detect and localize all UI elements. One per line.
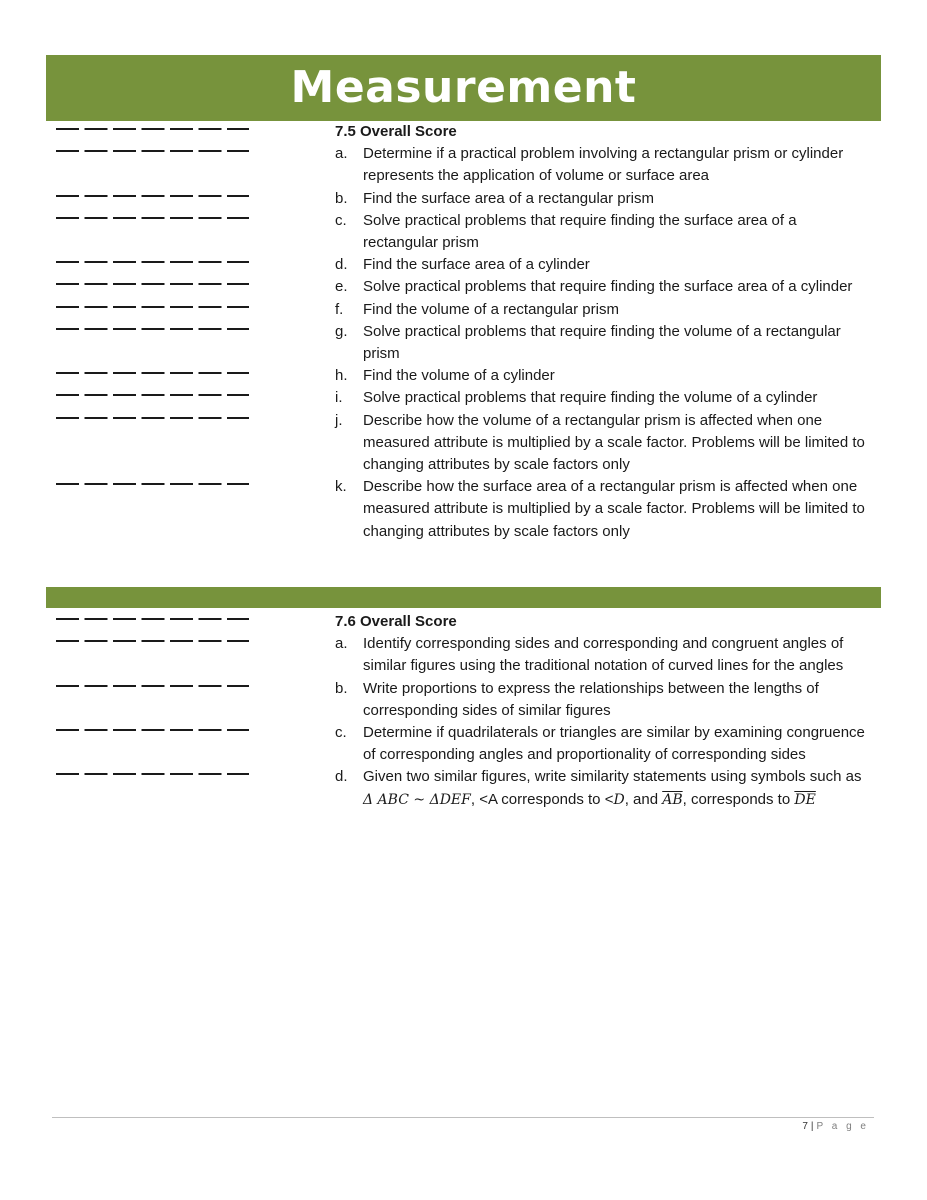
score-blank[interactable]: [56, 483, 249, 492]
score-blank[interactable]: [56, 128, 249, 137]
item-text-mid: , and: [624, 790, 663, 808]
list-item: [0, 410, 927, 477]
page-title-banner: Measurement: [46, 55, 881, 121]
footer-separator: |: [810, 1121, 814, 1132]
item-letter: h.: [335, 367, 348, 385]
item-text-start: Given two similar figures, write similarity statements using symbols such as: [363, 768, 862, 786]
list-item: [0, 188, 927, 210]
list-item: [0, 365, 927, 387]
math-segment-de: $\overline{DE}$: [794, 791, 816, 808]
list-item: [0, 276, 927, 298]
item-letter: b.: [335, 189, 348, 207]
math-triangle-def: ΔDEF: [429, 791, 471, 808]
score-blank[interactable]: [56, 729, 249, 738]
item-text: Solve practical problems that require finding the surface area of a rectangular prism: [363, 211, 797, 252]
score-blank[interactable]: [56, 306, 249, 315]
item-letter: f.: [335, 300, 344, 318]
item-letter: d.: [335, 256, 348, 274]
score-blank[interactable]: [56, 328, 249, 337]
score-blank[interactable]: [56, 618, 249, 627]
page-label: P a g e: [816, 1121, 869, 1132]
section-divider-bar: [46, 587, 881, 608]
item-text-mid: , <A corresponds to <: [470, 790, 614, 808]
list-item: [0, 476, 927, 543]
score-blank[interactable]: [56, 640, 249, 649]
score-blank[interactable]: [56, 417, 249, 426]
item-letter: d.: [335, 768, 348, 786]
section-7-5: [0, 121, 927, 543]
list-item: [0, 321, 927, 365]
list-item: [0, 299, 927, 321]
score-blank[interactable]: [56, 195, 249, 204]
page-footer: [802, 1121, 869, 1132]
item-text: Solve practical problems that require finding the volume of a rectangular prism: [363, 322, 841, 363]
math-segment-ab: $\overline{AB}$: [662, 791, 683, 808]
item-letter: a.: [335, 635, 348, 653]
list-item: [0, 766, 927, 810]
item-text: Solve practical problems that require finding the surface area of a cylinder: [363, 278, 853, 296]
item-text: Find the surface area of a cylinder: [363, 256, 590, 274]
score-blank[interactable]: [56, 394, 249, 403]
item-letter: k.: [335, 478, 347, 496]
math-angle-d: D: [613, 791, 625, 808]
item-text: Find the volume of a cylinder: [363, 367, 555, 385]
list-item: [0, 633, 927, 677]
score-blank[interactable]: [56, 685, 249, 694]
list-item: [0, 210, 927, 254]
item-text: Solve practical problems that require finding the volume of a cylinder: [363, 389, 818, 407]
list-item: [0, 722, 927, 766]
score-blank[interactable]: [56, 372, 249, 381]
item-text-mid: , corresponds to: [682, 790, 795, 808]
item-text: Find the surface area of a rectangular prism: [363, 189, 654, 207]
item-text: Identify corresponding sides and corresponding and congruent angles of similar figures using the traditional notation of curved lines for the angles: [363, 635, 844, 675]
item-text: Determine if quadrilaterals or triangles are similar by examining congruence of corresponding angles and proportionality of corresponding sides: [363, 724, 865, 764]
score-blank[interactable]: [56, 773, 249, 782]
item-letter: a.: [335, 145, 348, 163]
math-similar-symbol: ~: [408, 791, 430, 808]
math-triangle-abc: Δ ABC: [363, 791, 409, 808]
item-text: Describe how the volume of a rectangular prism is affected when one measured attribute is multiplied by a scale factor. Problems will be limited to changing attributes by scale factors only: [363, 411, 865, 474]
section-heading: 7.5 Overall Score: [335, 123, 457, 140]
item-letter: g.: [335, 322, 348, 340]
section-7-6: [0, 611, 927, 811]
item-text: Determine if a practical problem involving a rectangular prism or cylinder represents the application of volume or surface area: [363, 145, 844, 185]
item-letter: e.: [335, 278, 348, 296]
item-text: Find the volume of a rectangular prism: [363, 300, 619, 318]
item-letter: c.: [335, 211, 347, 229]
list-item: [0, 387, 927, 409]
item-text: Describe how the surface area of a rectangular prism is affected when one measured attribute is multiplied by a scale factor. Problems will be limited to changing attributes by scale factors only: [363, 478, 865, 540]
footer-divider: [52, 1117, 874, 1118]
item-text: Write proportions to express the relationships between the lengths of corresponding sides of similar figures: [363, 679, 819, 719]
score-blank[interactable]: [56, 261, 249, 270]
score-blank[interactable]: [56, 283, 249, 292]
list-item: [0, 143, 927, 187]
score-blank[interactable]: [56, 150, 249, 159]
page-number: 7: [802, 1121, 808, 1132]
item-letter: i.: [335, 389, 343, 407]
section-heading: 7.6 Overall Score: [335, 613, 457, 630]
item-letter: j.: [335, 411, 343, 429]
item-letter: c.: [335, 724, 347, 742]
list-item: [0, 678, 927, 722]
section-heading-row: [0, 121, 927, 143]
section-heading-row: [0, 611, 927, 633]
item-letter: b.: [335, 679, 348, 697]
item-text: [363, 766, 875, 810]
list-item: [0, 254, 927, 276]
score-blank[interactable]: [56, 217, 249, 226]
